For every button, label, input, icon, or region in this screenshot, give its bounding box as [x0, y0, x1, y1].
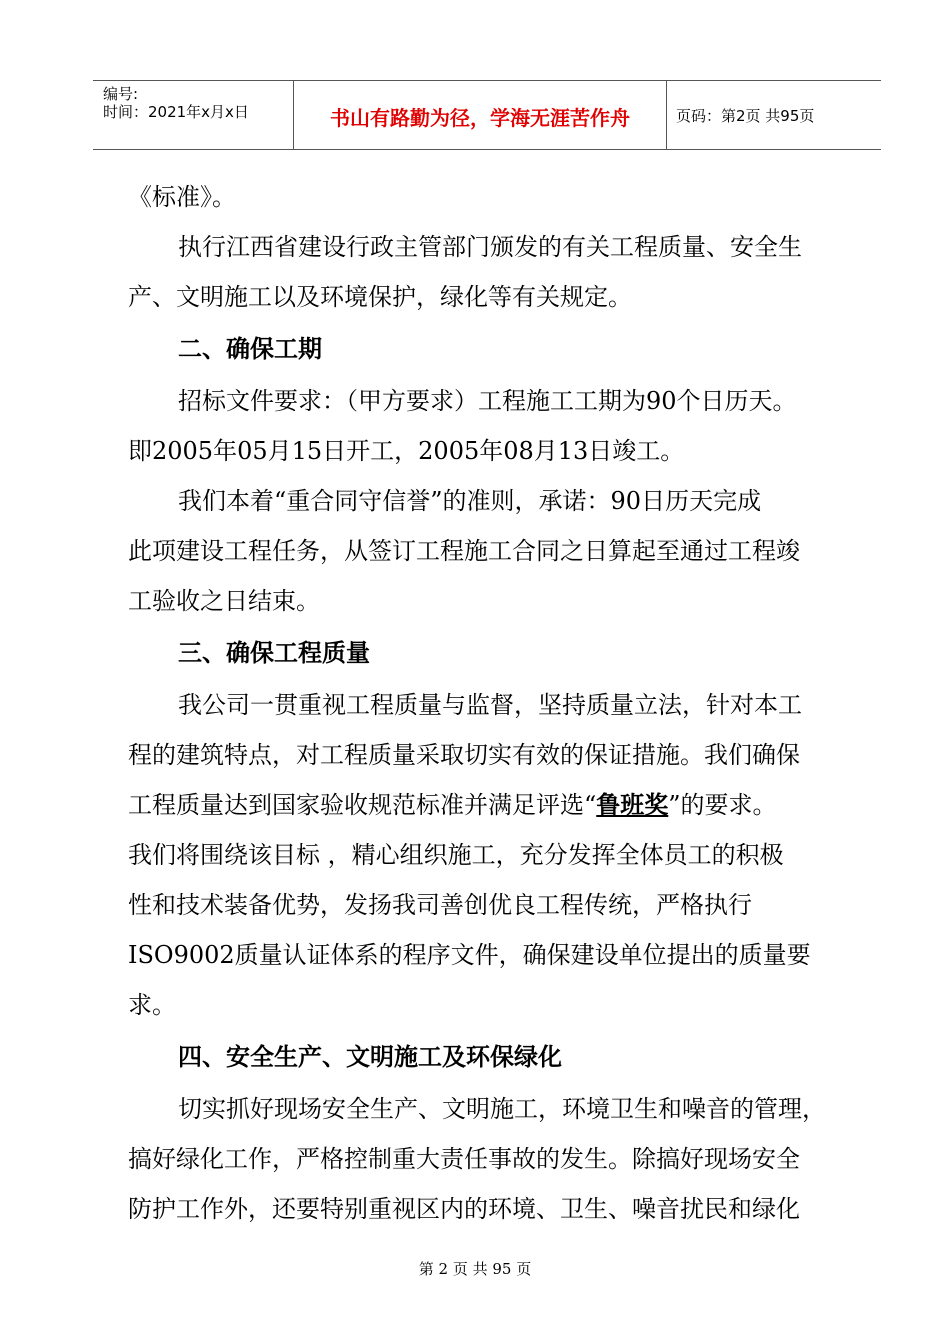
body-line: 即2005年05月15日开工，2005年08月13日竣工。 [128, 437, 685, 465]
body-text: ”的要求。 [668, 791, 777, 819]
body-line: 工验收之日结束。 [128, 587, 320, 615]
body-line: ISO9002质量认证体系的程序文件，确保建设单位提出的质量要 [128, 941, 811, 969]
body-line: 执行江西省建设行政主管部门颁发的有关工程质量、安全生 [178, 233, 802, 261]
document-time-label: 时间：2021年x月x日 [103, 103, 249, 121]
section-heading-schedule: 二、确保工期 [178, 335, 322, 363]
header-motto-cell [293, 81, 667, 149]
header-meta-cell [93, 81, 293, 149]
body-line: 我们本着“重合同守信誉”的准则，承诺：90日历天完成 [178, 487, 762, 515]
body-line: 我公司一贯重视工程质量与监督，坚持质量立法，针对本工 [178, 691, 802, 719]
body-line: 我们将围绕该目标 ，精心组织施工，充分发挥全体员工的积极 [128, 841, 784, 869]
section-heading-quality: 三、确保工程质量 [178, 639, 370, 667]
body-line: 程的建筑特点，对工程质量采取切实有效的保证措施。我们确保 [128, 741, 800, 769]
body-line: 搞好绿化工作，严格控制重大责任事故的发生。除搞好现场安全 [128, 1145, 800, 1173]
award-name: 鲁班奖 [596, 791, 669, 819]
body-line: 性和技术装备优势，发扬我司善创优良工程传统，严格执行 [128, 891, 752, 919]
header-page-cell [666, 81, 881, 149]
body-line: 《标准》。 [128, 183, 236, 211]
document-number-label: 编号: [103, 85, 139, 103]
header-page-info: 页码：第2页 共95页 [676, 107, 815, 125]
body-line: 招标文件要求：（甲方要求）工程施工工期为90个日历天。 [178, 387, 797, 415]
page-header [93, 80, 881, 150]
body-line: 此项建设工程任务，从签订工程施工合同之日算起至通过工程竣 [128, 537, 800, 565]
section-heading-safety: 四、安全生产、文明施工及环保绿化 [178, 1043, 562, 1071]
body-text: 工程质量达到国家验收规范标准并满足评选“ [128, 791, 597, 819]
body-line: 切实抓好现场安全生产、文明施工，环境卫生和噪音的管理， [178, 1095, 826, 1123]
document-body [128, 172, 868, 1234]
body-line [128, 780, 868, 830]
body-line: 防护工作外，还要特别重视区内的环境、卫生、噪音扰民和绿化 [128, 1195, 800, 1223]
header-motto: 书山有路勤为径，学海无涯苦作舟 [330, 106, 630, 130]
body-line: 产、文明施工以及环境保护，绿化等有关规定。 [128, 283, 632, 311]
page-footer: 第 2 页 共 95 页 [418, 1260, 532, 1278]
body-line: 求。 [128, 991, 176, 1019]
